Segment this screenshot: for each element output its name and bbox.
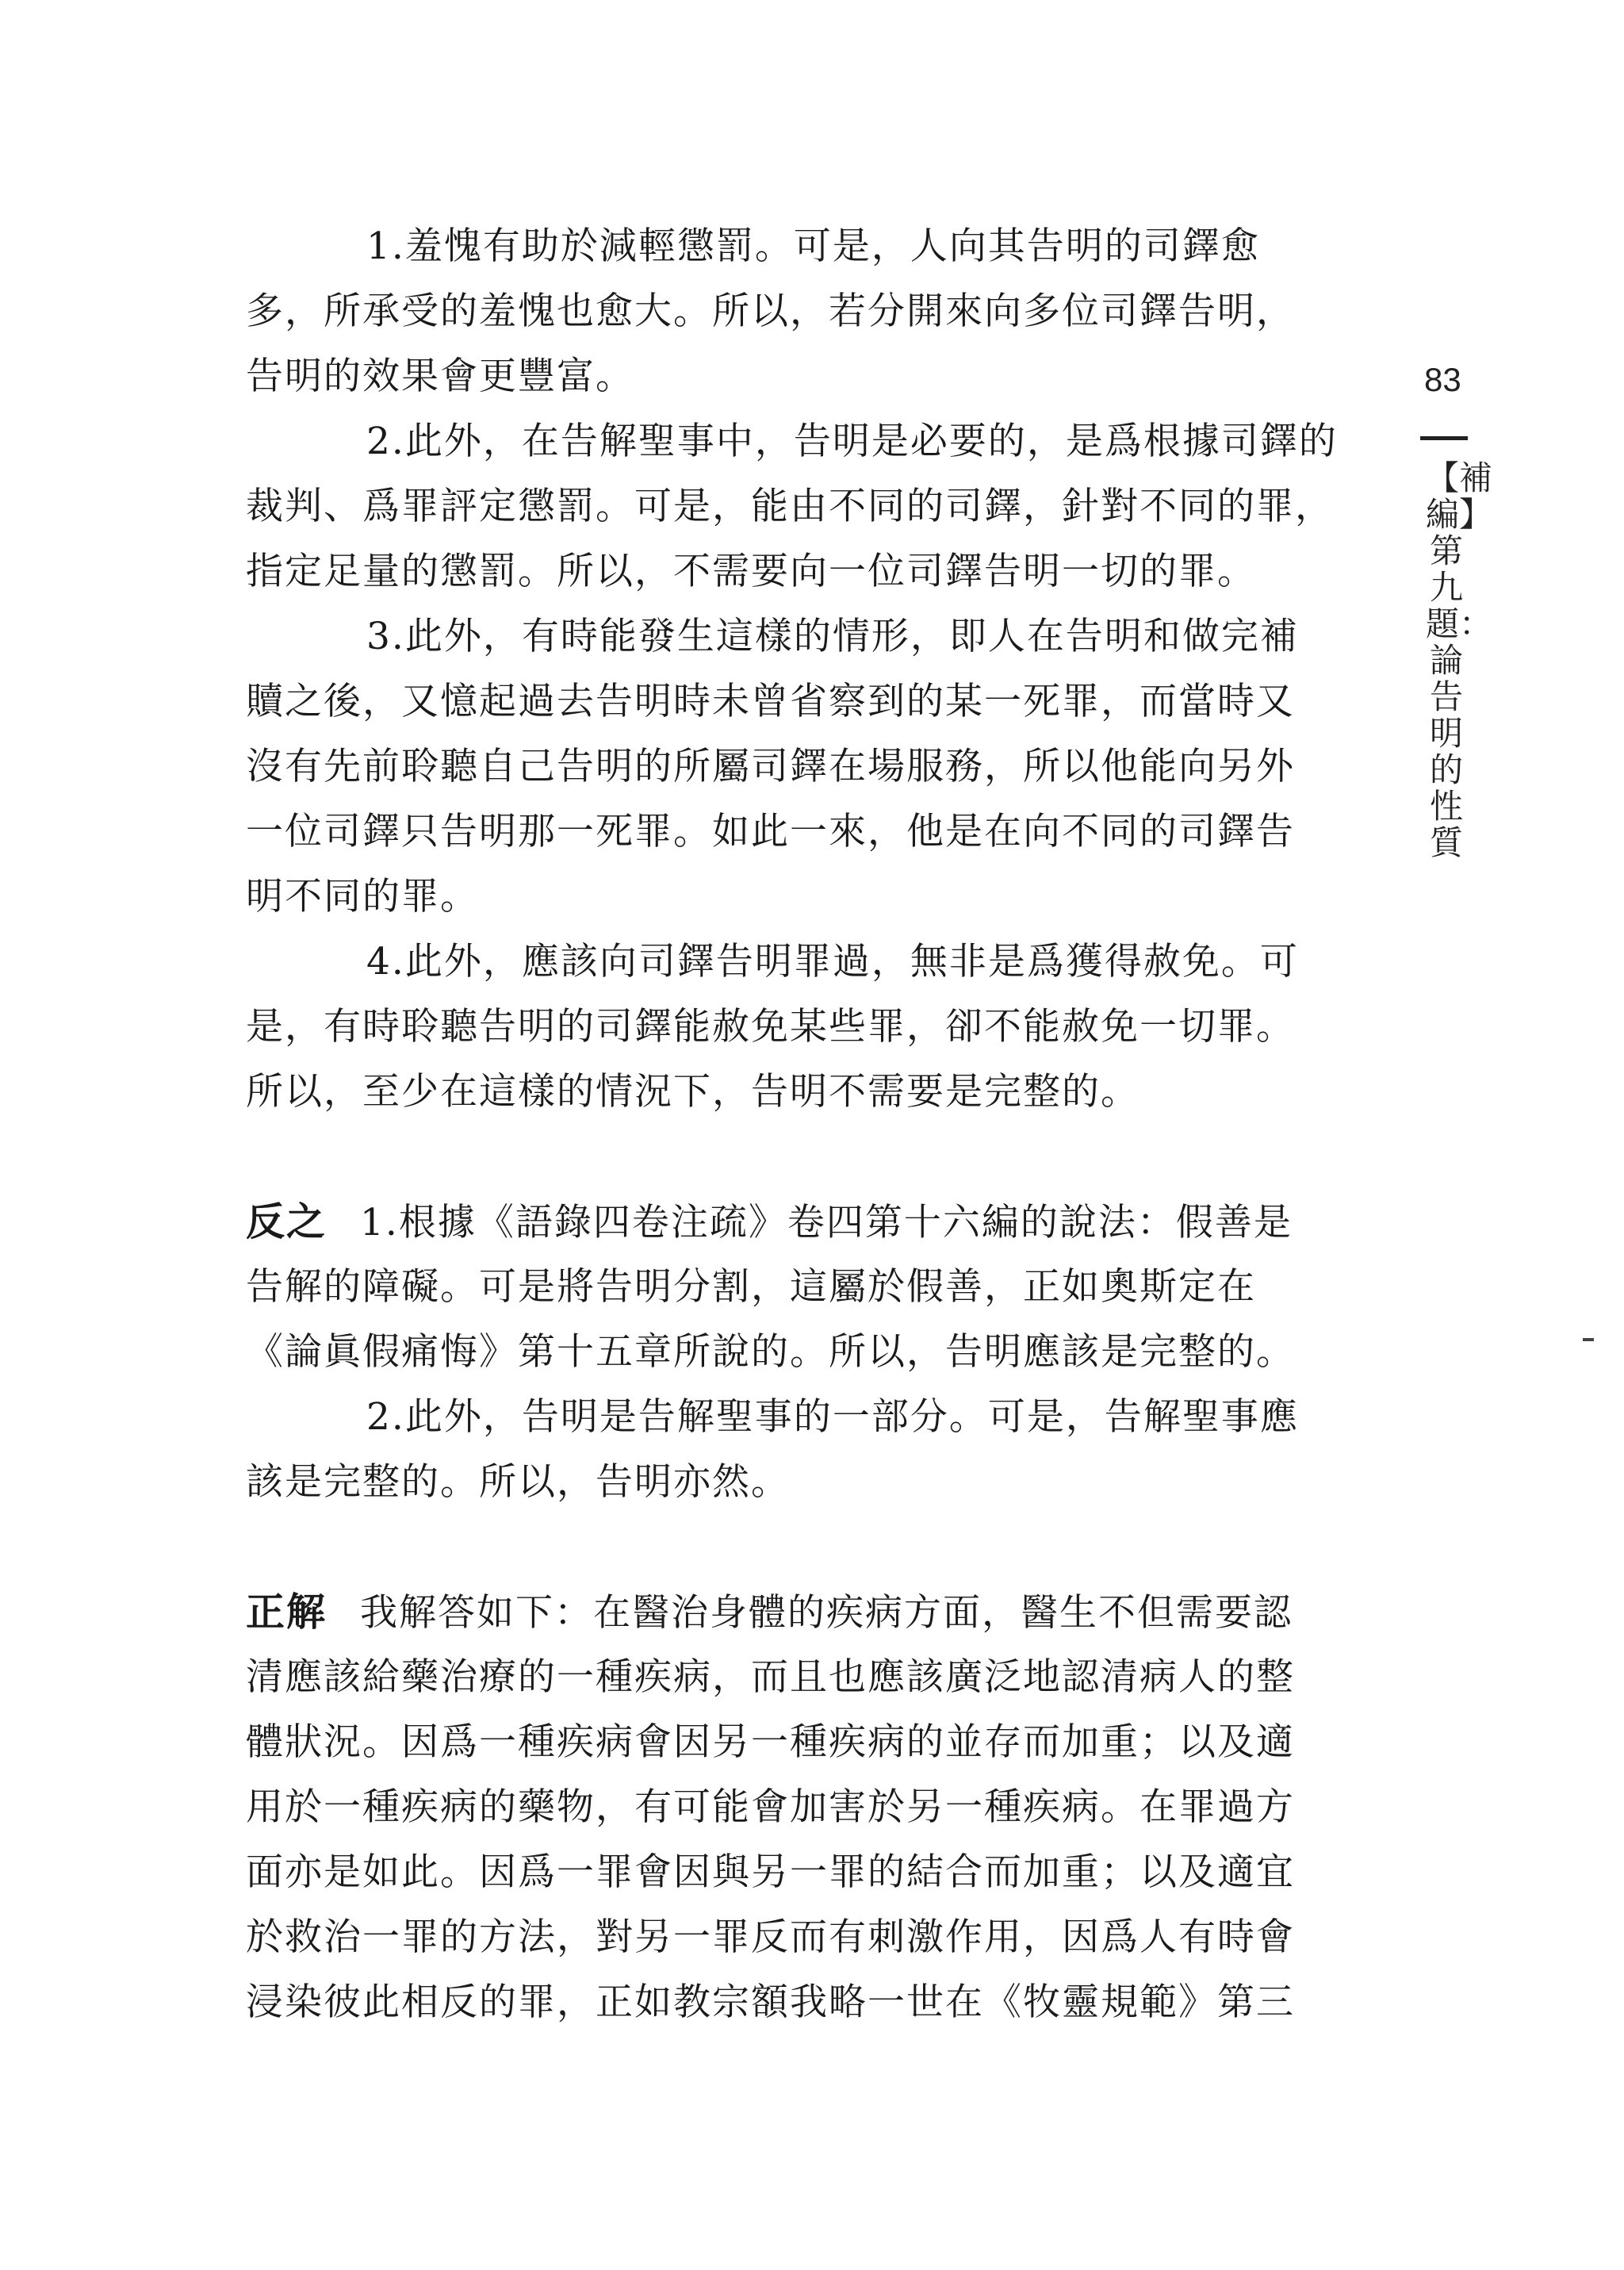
sed-contra-first-line: [246, 1190, 1372, 1255]
sed-contra-2-line: 2.此外，告明是告解聖事的一部分。可是，告解聖事應: [366, 1395, 1299, 1439]
header-rule: [1420, 436, 1468, 440]
respondeo-label: 正解: [246, 1589, 327, 1635]
paragraph-3-line: 沒有先前聆聽自己告明的所屬司鐸在場服務，所以他能向另外: [246, 745, 1295, 788]
paragraph-3-line: 贖之後，又憶起過去告明時未曾省察到的某一死罪，而當時又: [246, 680, 1295, 723]
sed-contra-label: 反之: [246, 1199, 327, 1244]
paragraph-1-line: 告明的效果會更豐富。: [246, 355, 634, 398]
paragraph-2-line: 2.此外，在告解聖事中，告明是必要的，是爲根據司鐸的: [366, 420, 1338, 463]
paragraph-2-line: 指定足量的懲罰。所以，不需要向一位司鐸告明一切的罪。: [246, 550, 1256, 593]
respondeo-text: 我解答如下：在醫治身體的疾病方面，醫生不但需要認: [360, 1591, 1293, 1635]
respondeo-line: 清應該給藥治療的一種疾病，而且也應該廣泛地認清病人的整: [246, 1655, 1295, 1699]
respondeo-line: 面亦是如此。因爲一罪會因與另一罪的結合而加重；以及適宜: [246, 1850, 1295, 1894]
respondeo-line: 體狀況。因爲一種疾病會因另一種疾病的並存而加重；以及適: [246, 1720, 1295, 1764]
section-gap: [246, 1125, 1372, 1190]
paragraph-1-line: 1.羞愧有助於減輕懲罰。可是，人向其告明的司鐸愈: [366, 224, 1260, 268]
paragraph-3-line: 明不同的罪。: [246, 875, 479, 918]
running-title: 【補編】第九題：論告明的性質: [1426, 458, 1493, 862]
section-gap: [246, 1515, 1372, 1580]
paragraph-4-line: 所以，至少在這樣的情況下，告明不需要是完整的。: [246, 1070, 1139, 1114]
paragraph-3-line: 一位司鐸只告明那一死罪。如此一來，他是在向不同的司鐸告: [246, 810, 1295, 853]
paragraph-2-line: 裁判、爲罪評定懲罰。可是，能由不同的司鐸，針對不同的罪，: [246, 485, 1334, 528]
respondeo-line: 用於一種疾病的藥物，有可能會加害於另一種疾病。在罪過方: [246, 1785, 1295, 1829]
paragraph-4-line: 4.此外，應該向司鐸告明罪過，無非是爲獲得赦免。可: [366, 940, 1299, 984]
paragraph-1-line: 多，所承受的羞愧也愈大。所以，若分開來向多位司鐸告明，: [246, 290, 1295, 333]
paragraph-4-line: 是，有時聆聽告明的司鐸能赦免某些罪，卻不能赦免一切罪。: [246, 1005, 1295, 1049]
page-number: 83: [1424, 361, 1461, 398]
sed-contra-line: 告解的障礙。可是將告明分割，這屬於假善，正如奧斯定在: [246, 1265, 1256, 1309]
body-text: [246, 214, 1372, 2035]
paragraph-3-line: 3.此外，有時能發生這樣的情形，即人在告明和做完補: [366, 615, 1299, 658]
respondeo-line: 浸染彼此相反的罪，正如教宗額我略一世在《牧靈規範》第三: [246, 1980, 1295, 2024]
respondeo-line: 於救治一罪的方法，對另一罪反而有刺激作用，因爲人有時會: [246, 1915, 1295, 1959]
scan-speck: [1583, 1338, 1594, 1341]
sed-contra-2-line: 該是完整的。所以，告明亦然。: [246, 1460, 790, 1504]
respondeo-first-line: [246, 1580, 1372, 1645]
sed-contra-line: 《論眞假痛悔》第十五章所說的。所以，告明應該是完整的。: [246, 1330, 1295, 1374]
sed-contra-text: 1.根據《語錄四卷注疏》卷四第十六編的說法：假善是: [360, 1201, 1293, 1244]
